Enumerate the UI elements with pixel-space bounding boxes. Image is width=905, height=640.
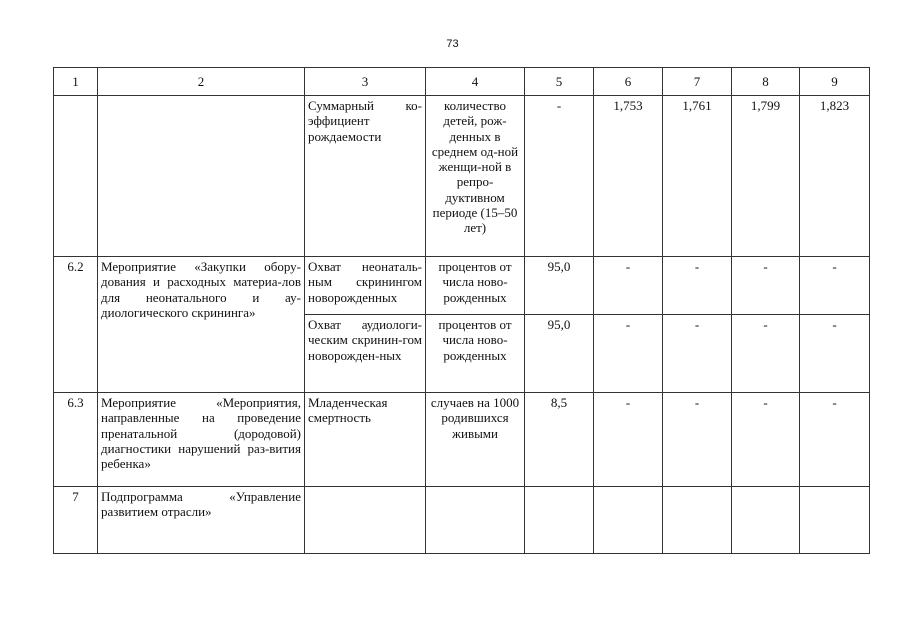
value-cell: - <box>732 315 800 393</box>
row-number-cell: 7 <box>54 487 98 554</box>
value-cell: - <box>594 393 663 487</box>
table-row <box>54 487 870 554</box>
value-cell: - <box>800 315 870 393</box>
value-cell: 1,799 <box>732 96 800 257</box>
value-cell: 95,0 <box>525 315 594 393</box>
unit-cell: случаев на 1000 родившихся живыми <box>426 393 525 487</box>
header-cell: 1 <box>54 68 98 96</box>
indicator-cell: Суммарный ко-эффициент рождаемости <box>305 96 426 257</box>
indicators-table <box>53 67 870 554</box>
table-row <box>54 257 870 315</box>
value-cell <box>663 487 732 554</box>
header-cell: 7 <box>663 68 732 96</box>
page-number: 73 <box>446 38 459 50</box>
row-number-cell: 6.2 <box>54 257 98 393</box>
header-cell: 9 <box>800 68 870 96</box>
unit-cell <box>426 487 525 554</box>
value-cell: - <box>800 257 870 315</box>
value-cell: - <box>732 257 800 315</box>
header-cell: 2 <box>98 68 305 96</box>
indicator-cell: Младенческая смертность <box>305 393 426 487</box>
event-cell: Мероприятие «Мероприятия, направленные на проведение пренатальной (дородовой) диагностики нарушений раз-вития ребенка» <box>98 393 305 487</box>
value-cell <box>800 487 870 554</box>
value-cell: 1,761 <box>663 96 732 257</box>
value-cell: - <box>732 393 800 487</box>
header-cell: 6 <box>594 68 663 96</box>
value-cell: 95,0 <box>525 257 594 315</box>
header-cell: 5 <box>525 68 594 96</box>
unit-cell: процентов от числа ново-рожденных <box>426 257 525 315</box>
indicator-cell: Охват аудиологи-ческим скринин-гом новорожден-ных <box>305 315 426 393</box>
unit-cell: процентов от числа ново-рожденных <box>426 315 525 393</box>
value-cell: - <box>525 96 594 257</box>
value-cell <box>732 487 800 554</box>
value-cell: 8,5 <box>525 393 594 487</box>
value-cell <box>594 487 663 554</box>
table-row <box>54 96 870 257</box>
value-cell: - <box>800 393 870 487</box>
value-cell: - <box>663 315 732 393</box>
table-row <box>54 393 870 487</box>
row-number-cell: 6.3 <box>54 393 98 487</box>
event-cell: Подпрограмма «Управление развитием отрасли» <box>98 487 305 554</box>
value-cell: 1,823 <box>800 96 870 257</box>
indicator-cell: Охват неонаталь-ным скринингом новорожденных <box>305 257 426 315</box>
row-number-cell <box>54 96 98 257</box>
header-cell: 8 <box>732 68 800 96</box>
value-cell: - <box>663 393 732 487</box>
event-cell: Мероприятие «Закупки обору-дования и расходных материа-лов для неонатального и ау-диологического скрининга» <box>98 257 305 393</box>
table-header-row <box>54 68 870 96</box>
indicator-cell <box>305 487 426 554</box>
unit-cell: количество детей, рож-денных в среднем од-ной женщи-ной в репро-дуктивном периоде (15–50 лет) <box>426 96 525 257</box>
value-cell <box>525 487 594 554</box>
value-cell: 1,753 <box>594 96 663 257</box>
value-cell: - <box>594 315 663 393</box>
event-cell <box>98 96 305 257</box>
header-cell: 3 <box>305 68 426 96</box>
value-cell: - <box>663 257 732 315</box>
header-cell: 4 <box>426 68 525 96</box>
value-cell: - <box>594 257 663 315</box>
